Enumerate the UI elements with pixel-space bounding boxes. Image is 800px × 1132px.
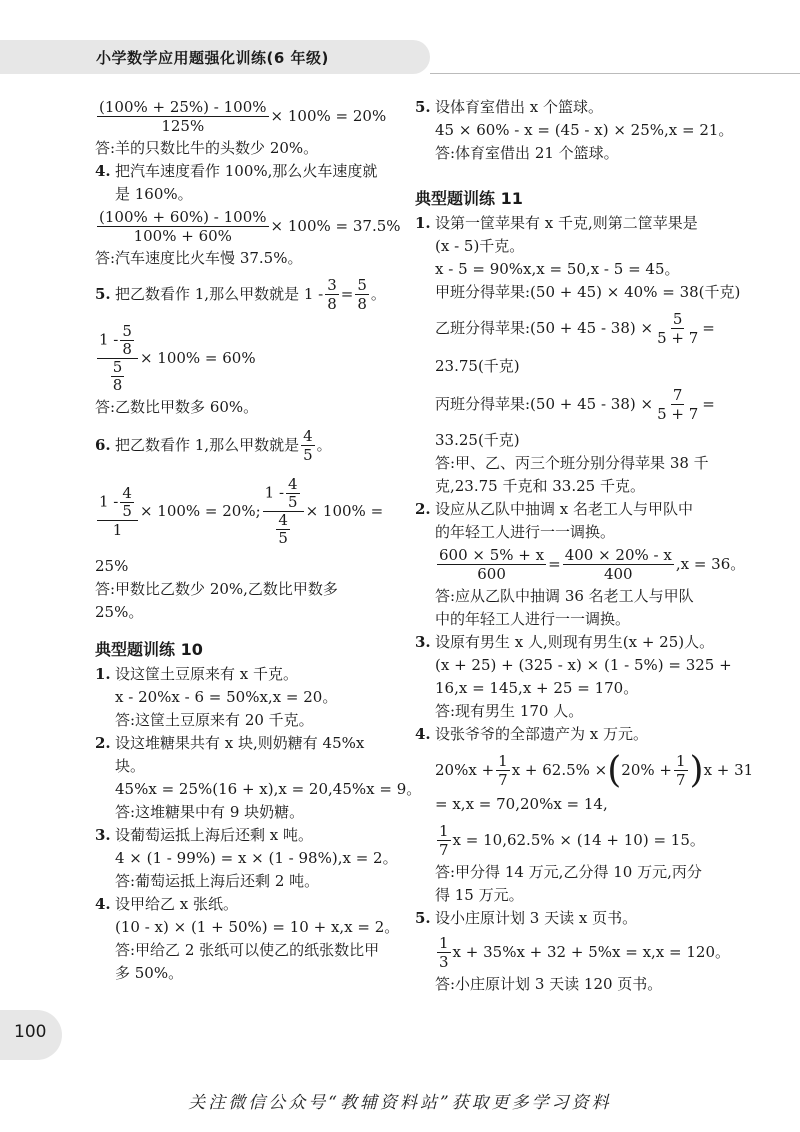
denominator: 1 bbox=[112, 520, 123, 539]
denominator: 5 bbox=[278, 529, 288, 547]
page-number: 100 bbox=[14, 1022, 47, 1042]
solution-line: 33.25(千克) bbox=[435, 431, 520, 449]
formula-text: 25% bbox=[95, 557, 129, 575]
answer-line: 答:体育室借出 21 个篮球。 bbox=[435, 144, 619, 162]
denominator: 5 + 7 bbox=[657, 329, 699, 347]
solution-line: 4 × (1 - 99%) = x × (1 - 98%),x = 2。 bbox=[115, 849, 398, 867]
solution-line: (x + 25) + (325 - x) × (1 - 5%) = 325 + bbox=[435, 656, 732, 674]
fraction bbox=[325, 276, 339, 313]
answer-line: 答:甲给乙 2 张纸可以使乙的纸张数比甲 bbox=[115, 941, 380, 959]
numerator bbox=[97, 323, 138, 359]
numerator: 5 bbox=[122, 322, 132, 340]
formula-text: × 100% = 37.5% bbox=[270, 217, 401, 235]
fraction bbox=[655, 386, 700, 423]
answer-line: 答:小庄原计划 3 天读 120 页书。 bbox=[435, 975, 663, 993]
denominator: 8 bbox=[122, 340, 132, 358]
fraction bbox=[301, 427, 315, 464]
answer-line: 答:这筐土豆原来有 20 千克。 bbox=[115, 711, 314, 729]
problem-text: 把乙数看作 1,那么甲数就是 1 - bbox=[115, 285, 324, 303]
punctuation: 。 bbox=[316, 436, 332, 454]
denominator: 7 bbox=[439, 841, 449, 859]
book-title: 小学数学应用题强化训练(6 年级) bbox=[96, 49, 329, 67]
numerator: 600 × 5% + x bbox=[439, 546, 545, 564]
formula-line bbox=[95, 474, 395, 549]
numerator: 5 bbox=[112, 358, 123, 376]
formula-line bbox=[415, 384, 720, 425]
left-column bbox=[95, 96, 422, 985]
formula-text: × 100% = 20% bbox=[270, 107, 387, 125]
denominator: 7 bbox=[675, 771, 686, 789]
fraction bbox=[437, 546, 546, 583]
denominator: 7 bbox=[498, 771, 508, 789]
problem-item bbox=[415, 212, 720, 235]
solution-line: 45 × 60% - x = (45 - x) × 25%,x = 21。 bbox=[435, 121, 734, 139]
solution-line: x - 5 = 90%x,x = 50,x - 5 = 45。 bbox=[435, 260, 680, 278]
parenthesized-group bbox=[607, 749, 704, 791]
problem-item bbox=[95, 663, 395, 686]
equals-sign: = bbox=[548, 555, 561, 573]
formula-text: 1 - bbox=[99, 330, 119, 349]
denominator: 8 bbox=[327, 295, 337, 313]
answer-line: 答:乙数比甲数多 60%。 bbox=[95, 398, 259, 416]
formula-line bbox=[415, 820, 720, 861]
complex-fraction bbox=[97, 323, 138, 394]
answer-line: 答:汽车速度比火车慢 37.5%。 bbox=[95, 249, 303, 267]
problem-text: 设葡萄运抵上海后还剩 x 吨。 bbox=[115, 826, 313, 844]
problem-text: 设第一筐苹果有 x 千克,则第二筐苹果是 bbox=[435, 214, 698, 232]
item-number: 1. bbox=[95, 665, 111, 683]
problem-text: 设甲给乙 x 张纸。 bbox=[115, 895, 238, 913]
numerator: 5 bbox=[672, 310, 683, 328]
answer-line: 答:甲分得 14 万元,乙分得 10 万元,丙分 bbox=[435, 863, 702, 881]
denominator: 100% + 60% bbox=[133, 227, 232, 245]
problem-text: 设原有男生 x 人,则现有男生(x + 25)人。 bbox=[435, 633, 715, 651]
solution-line: 16,x = 145,x + 25 = 170。 bbox=[435, 679, 639, 697]
denominator: 400 bbox=[603, 565, 633, 583]
problem-item bbox=[415, 96, 720, 119]
problem-item bbox=[415, 498, 720, 521]
problem-item bbox=[95, 732, 395, 755]
item-number: 5. bbox=[415, 98, 431, 116]
formula-line bbox=[95, 96, 395, 137]
header-rule bbox=[430, 73, 800, 74]
item-number: 1. bbox=[415, 214, 431, 232]
solution-line: 45%x = 25%(16 + x),x = 20,45%x = 9。 bbox=[115, 780, 422, 798]
formula-line bbox=[95, 321, 395, 396]
close-paren: ) bbox=[689, 749, 704, 791]
problem-item bbox=[415, 723, 720, 746]
punctuation: 。 bbox=[370, 285, 386, 303]
denominator: 5 bbox=[122, 501, 132, 520]
formula-line bbox=[415, 544, 746, 585]
problem-text: 设张爷爷的全部遗产为 x 万元。 bbox=[435, 725, 648, 743]
answer-line: 克,23.75 千克和 33.25 千克。 bbox=[435, 477, 645, 495]
item-number: 4. bbox=[95, 162, 111, 180]
problem-item bbox=[95, 893, 395, 916]
item-number: 3. bbox=[95, 826, 111, 844]
problem-text: 设应从乙队中抽调 x 名老工人与甲队中 bbox=[435, 500, 693, 518]
fraction bbox=[97, 98, 269, 135]
fraction bbox=[97, 208, 269, 245]
item-number: 2. bbox=[95, 734, 111, 752]
numerator: 4 bbox=[288, 475, 298, 493]
item-number: 5. bbox=[95, 285, 111, 303]
item-number: 4. bbox=[95, 895, 111, 913]
solution-line: 23.75(千克) bbox=[435, 357, 520, 375]
fraction bbox=[563, 546, 674, 583]
numerator: 7 bbox=[672, 386, 683, 404]
formula-line bbox=[95, 206, 401, 247]
solution-line: 甲班分得苹果:(50 + 45) × 40% = 38(千克) bbox=[435, 283, 741, 301]
solution-line: = x,x = 70,20%x = 14, bbox=[435, 795, 608, 813]
formula-text: 20% + bbox=[621, 761, 672, 779]
fraction bbox=[120, 323, 134, 358]
formula-text: 1 - bbox=[99, 492, 119, 510]
denominator: 125% bbox=[161, 117, 205, 135]
fraction bbox=[120, 485, 134, 520]
denominator: 5 + 7 bbox=[657, 405, 699, 423]
formula-text: × 100% = 20%; bbox=[139, 502, 261, 520]
denominator bbox=[272, 512, 294, 547]
denominator bbox=[107, 359, 129, 394]
equals-sign: = bbox=[702, 395, 715, 413]
numerator: 5 bbox=[357, 276, 367, 294]
answer-line: 多 50%。 bbox=[115, 964, 184, 982]
problem-text: 把汽车速度看作 100%,那么火车速度就 bbox=[115, 162, 378, 180]
page-header bbox=[0, 40, 800, 74]
problem-item bbox=[95, 824, 395, 847]
numerator: 1 bbox=[439, 934, 449, 952]
section-title: 典型题训练 10 bbox=[95, 640, 203, 659]
fraction bbox=[355, 276, 369, 313]
section-title: 典型题训练 11 bbox=[415, 189, 523, 208]
formula-text: ,x = 36。 bbox=[675, 555, 746, 573]
right-column bbox=[415, 96, 754, 996]
formula-line bbox=[415, 932, 730, 973]
fraction bbox=[276, 512, 290, 547]
numerator: (100% + 25%) - 100% bbox=[99, 98, 267, 116]
open-paren: ( bbox=[607, 749, 622, 791]
item-number: 5. bbox=[415, 909, 431, 927]
denominator: 8 bbox=[357, 295, 367, 313]
formula-text: 1 - bbox=[264, 483, 285, 502]
answer-line: 25%。 bbox=[95, 603, 144, 621]
numerator: (100% + 60%) - 100% bbox=[99, 208, 267, 226]
numerator: 400 × 20% - x bbox=[564, 546, 672, 564]
answer-line: 得 15 万元。 bbox=[435, 886, 524, 904]
problem-text: 设这筐土豆原来有 x 千克。 bbox=[115, 665, 298, 683]
fraction bbox=[437, 822, 451, 859]
complex-fraction bbox=[263, 476, 304, 547]
problem-item bbox=[415, 631, 720, 654]
denominator: 600 bbox=[477, 565, 506, 583]
formula-text: × 100% = bbox=[305, 502, 384, 520]
solution-line: (10 - x) × (1 + 50%) = 10 + x,x = 2。 bbox=[115, 918, 400, 936]
numerator: 3 bbox=[327, 276, 337, 294]
complex-fraction bbox=[97, 485, 138, 539]
answer-line: 答:应从乙队中抽调 36 名老工人与甲队 bbox=[435, 587, 694, 605]
item-number: 4. bbox=[415, 725, 431, 743]
answer-line: 答:羊的只数比牛的头数少 20%。 bbox=[95, 139, 319, 157]
problem-item bbox=[415, 907, 720, 930]
fraction bbox=[111, 359, 125, 394]
answer-line: 答:甲数比乙数少 20%,乙数比甲数多 bbox=[95, 580, 338, 598]
problem-text: (x - 5)千克。 bbox=[435, 237, 525, 255]
problem-text: 设这堆糖果共有 x 块,则奶糖有 45%x bbox=[115, 734, 365, 752]
problem-text: 是 160%。 bbox=[115, 185, 193, 203]
answer-line: 答:葡萄运抵上海后还剩 2 吨。 bbox=[115, 872, 320, 890]
problem-text: 设体育室借出 x 个篮球。 bbox=[435, 98, 603, 116]
denominator: 3 bbox=[439, 953, 449, 971]
answer-line: 答:这堆糖果中有 9 块奶糖。 bbox=[115, 803, 305, 821]
numerator: 1 bbox=[675, 752, 686, 770]
numerator bbox=[97, 485, 138, 521]
solution-line: x - 20%x - 6 = 50%x,x = 20。 bbox=[115, 688, 338, 706]
denominator: 8 bbox=[112, 376, 123, 394]
equals-sign: = bbox=[340, 285, 354, 303]
numerator: 1 bbox=[498, 752, 508, 770]
formula-text: x + 62.5% × bbox=[511, 761, 608, 779]
fraction bbox=[286, 476, 300, 511]
formula-text: 丙班分得苹果:(50 + 45 - 38) × bbox=[435, 395, 654, 413]
numerator: 1 bbox=[439, 822, 449, 840]
item-number: 2. bbox=[415, 500, 431, 518]
answer-line: 答:现有男生 170 人。 bbox=[435, 702, 584, 720]
numerator: 4 bbox=[278, 511, 288, 529]
fraction bbox=[496, 752, 510, 789]
footer-note: 关注微信公众号“教辅资料站”获取更多学习资料 bbox=[188, 1093, 612, 1113]
numerator: 4 bbox=[303, 427, 313, 445]
formula-text: 乙班分得苹果:(50 + 45 - 38) × bbox=[435, 319, 654, 337]
fraction bbox=[674, 752, 688, 789]
formula-text: × 100% = 60% bbox=[139, 349, 256, 367]
answer-line: 中的年轻工人进行一一调换。 bbox=[435, 610, 631, 628]
problem-text: 块。 bbox=[115, 757, 146, 775]
problem-item bbox=[95, 274, 395, 315]
denominator: 5 bbox=[303, 446, 313, 464]
problem-item bbox=[95, 425, 395, 466]
problem-item bbox=[95, 160, 395, 183]
formula-text: 20%x + bbox=[435, 761, 495, 779]
formula-text: x + 31 bbox=[703, 761, 754, 779]
fraction bbox=[437, 934, 451, 971]
formula-line bbox=[415, 749, 754, 791]
formula-text: x = 10,62.5% × (14 + 10) = 15。 bbox=[452, 831, 705, 849]
formula-line bbox=[415, 308, 720, 349]
item-number: 6. bbox=[95, 436, 111, 454]
formula-text: x + 35%x + 32 + 5%x = x,x = 120。 bbox=[452, 943, 730, 961]
numerator: 4 bbox=[122, 483, 132, 502]
equals-sign: = bbox=[702, 319, 715, 337]
fraction bbox=[655, 310, 700, 347]
problem-text: 设小庄原计划 3 天读 x 页书。 bbox=[435, 909, 638, 927]
denominator: 5 bbox=[288, 493, 298, 511]
numerator bbox=[263, 476, 304, 512]
problem-text: 的年轻工人进行一一调换。 bbox=[435, 523, 616, 541]
problem-text: 把乙数看作 1,那么甲数就是 bbox=[115, 436, 300, 454]
answer-line: 答:甲、乙、丙三个班分别分得苹果 38 千 bbox=[435, 454, 709, 472]
item-number: 3. bbox=[415, 633, 431, 651]
